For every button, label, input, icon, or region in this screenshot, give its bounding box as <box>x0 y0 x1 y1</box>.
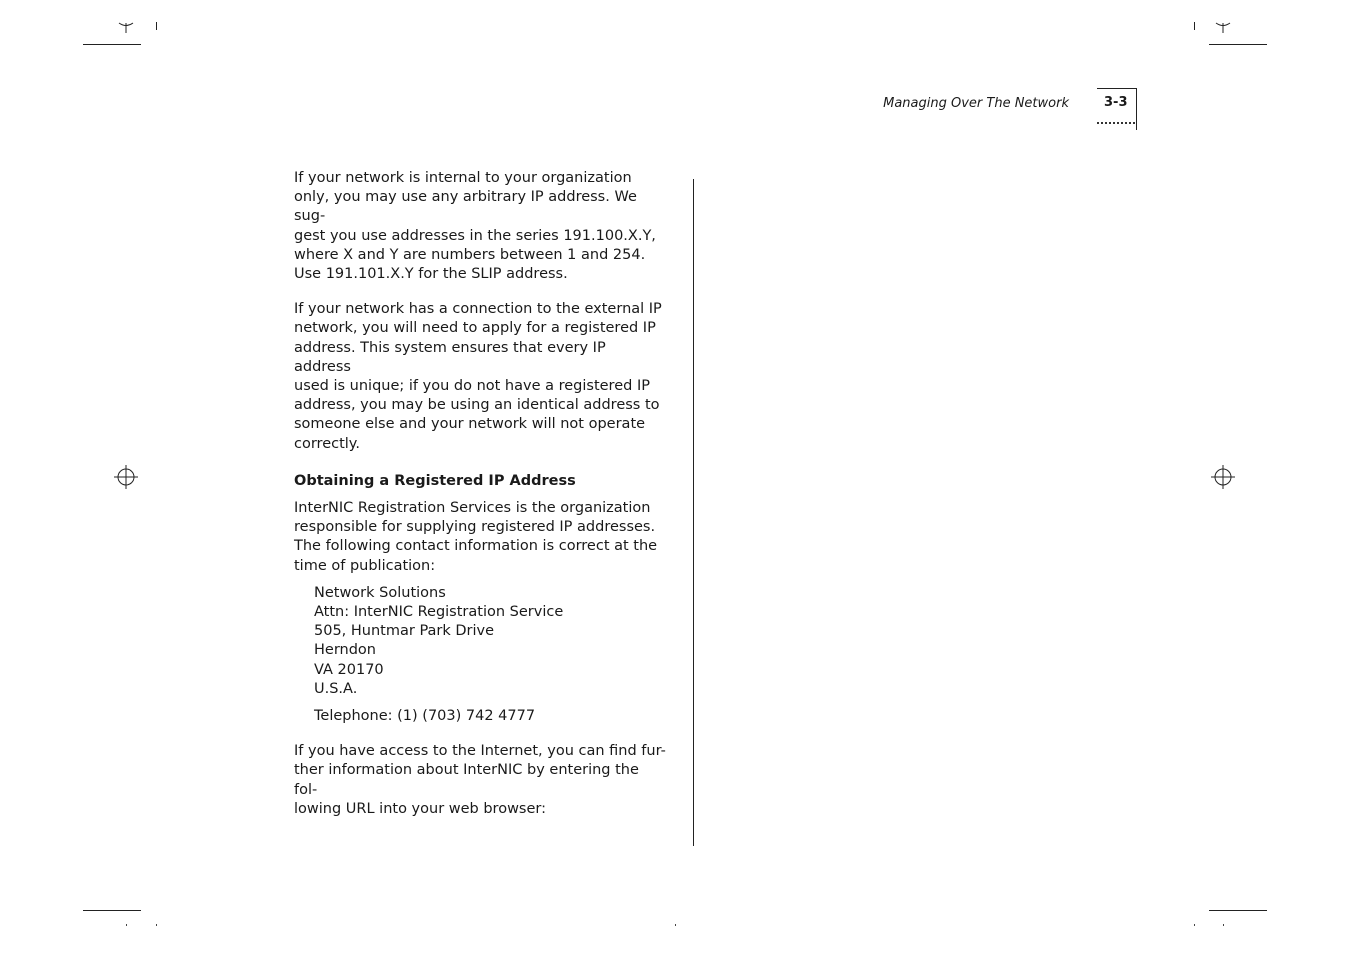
paragraph-internic: InterNIC Registration Services is the organization responsible for supplying registered IP addresses. The following contact information is correct at the time of publication: <box>294 500 658 574</box>
body-column <box>294 169 666 835</box>
page-number-top-rule <box>1097 88 1137 89</box>
running-header-title: Managing Over The Network <box>883 96 1069 111</box>
crop-tick-top-right <box>1194 22 1195 30</box>
paragraph-internal-network: If your network is internal to your organization only, you may use any arbitrary IP address. We sug- gest you use addresses in the series 191.100.X.Y, where X and Y are numbers between 1 and 254. Use 191.101.X.Y for the SLIP address. <box>294 170 656 283</box>
registration-mark-top-left <box>118 18 134 30</box>
crop-mark-top-left <box>83 44 141 45</box>
page-number-side-rule <box>1136 88 1137 130</box>
paragraph-internet-url: If you have access to the Internet, you can find fur- ther information about InterNIC by entering the fol- lowing URL into your web browser: <box>294 743 666 817</box>
crop-dot-bottom-right-1 <box>1194 924 1195 926</box>
registration-mark-top-right <box>1215 18 1231 30</box>
page-number: 3-3 <box>1104 95 1128 110</box>
crop-dot-bottom-left-2 <box>156 924 157 926</box>
crosshair-right-icon <box>1211 465 1235 489</box>
crop-mark-bottom-right <box>1209 910 1267 911</box>
contact-telephone: Telephone: (1) (703) 742 4777 <box>314 708 536 725</box>
section-heading: Obtaining a Registered IP Address <box>294 472 576 489</box>
contact-address: Network Solutions Attn: InterNIC Registration Service 505, Huntmar Park Drive Herndon VA 20170 U.S.A. <box>314 584 564 697</box>
crop-mark-top-right <box>1209 44 1267 45</box>
crop-dot-bottom-right-2 <box>1223 924 1224 926</box>
crop-dot-bottom-left-1 <box>126 924 127 926</box>
page-number-dotted-rule <box>1097 116 1135 124</box>
crop-mark-bottom-left <box>83 910 141 911</box>
paragraph-external-network: If your network has a connection to the external IP network, you will need to apply for a registered IP address. This system ensures that every IP address used is unique; if you do not have a registered IP address, you may be using an identical address to someone else and your network will not operate correctly. <box>294 301 662 452</box>
crosshair-left-icon <box>114 465 138 489</box>
column-divider <box>693 179 694 846</box>
crop-dot-bottom-center <box>675 924 676 926</box>
crop-tick-top-left <box>156 22 157 30</box>
